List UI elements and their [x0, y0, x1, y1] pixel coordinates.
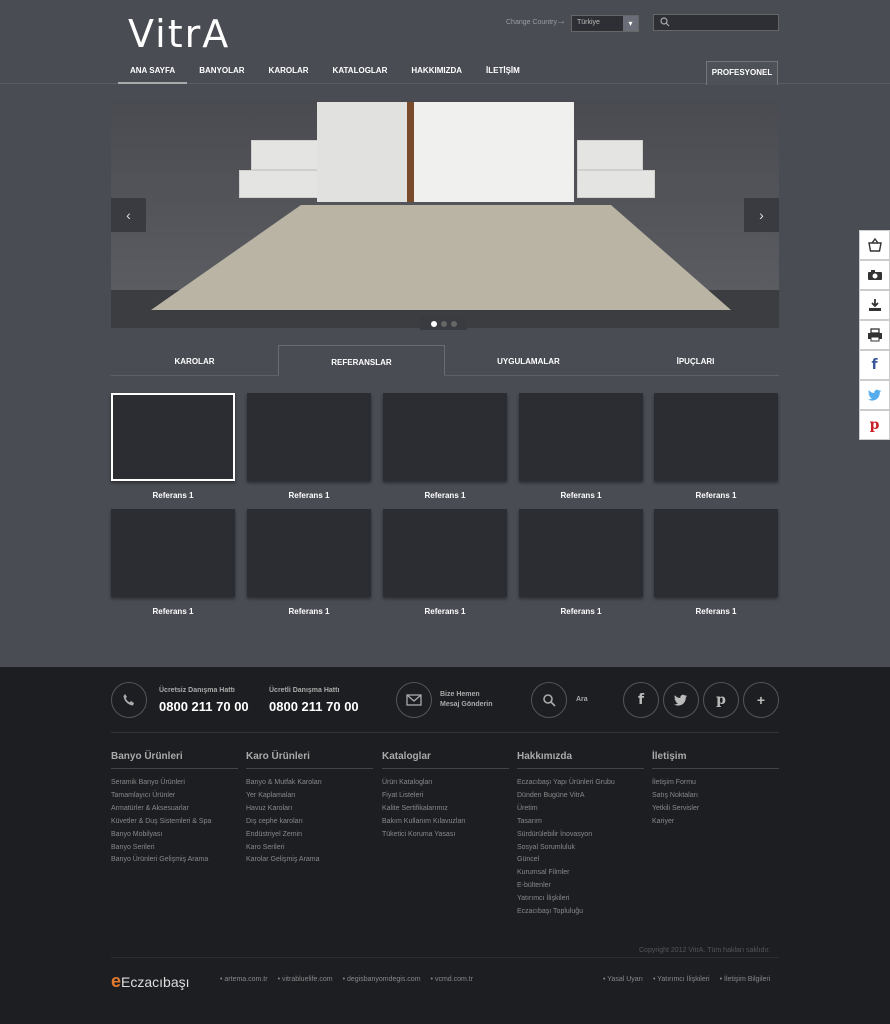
tab-uygulamalar[interactable]: UYGULAMALAR	[497, 357, 560, 366]
camera-icon[interactable]	[859, 260, 890, 290]
footer-link[interactable]: Yetkili Servisler	[652, 804, 700, 812]
country-value: Türkiye	[577, 19, 600, 26]
footer-link[interactable]: Kurumsal Filmler	[517, 869, 570, 877]
nav-item-hakkimizda[interactable]: HAKKIMIZDA	[411, 66, 463, 75]
footer-col-hakkimizda	[517, 751, 644, 919]
tab-ipuclari[interactable]: İPUÇLARI	[676, 357, 715, 366]
free-line-number[interactable]: 0800 211 70 00	[159, 699, 249, 714]
ext-link[interactable]: • vitrabluelife.com	[277, 976, 333, 983]
nav-item-kataloglar[interactable]: KATALOGLAR	[332, 66, 388, 75]
legal-link[interactable]: • İletişim Bilgileri	[719, 976, 771, 983]
plus-icon[interactable]: +	[743, 682, 779, 718]
reference-caption[interactable]: Referans 1	[424, 607, 466, 616]
legal-link[interactable]: • Yasal Uyarı	[603, 976, 643, 983]
brand-name: Eczacıbaşı	[121, 974, 190, 990]
hero-slider	[111, 100, 779, 328]
content-tabs	[111, 345, 779, 376]
eczacibasi-logo[interactable]	[111, 971, 190, 992]
footer-link[interactable]: Tamamlayıcı Ürünler	[111, 791, 176, 799]
reference-thumbnail[interactable]	[383, 509, 507, 597]
search-box[interactable]	[653, 14, 779, 31]
footer-col-banyo	[111, 751, 238, 867]
slide-wall-right	[414, 102, 574, 202]
legal-links	[603, 976, 770, 983]
reference-thumbnail[interactable]	[111, 509, 235, 597]
slider-dot[interactable]	[441, 321, 447, 327]
slide-step-right-front	[577, 170, 655, 198]
nav-item-karolar[interactable]: KAROLAR	[268, 66, 309, 75]
nav-item-ana-sayfa[interactable]: ANA SAYFA	[118, 60, 187, 84]
tab-referanslar[interactable]: REFERANSLAR	[278, 345, 445, 376]
footer-link[interactable]: Kariyer	[652, 817, 675, 825]
contact-row	[111, 682, 779, 722]
reference-card[interactable]	[111, 509, 235, 616]
slide-step-left-back	[251, 140, 319, 170]
footer-search-icon[interactable]	[531, 682, 567, 718]
footer-link[interactable]: E-bültenler	[517, 882, 551, 890]
twitter-icon[interactable]	[859, 380, 890, 410]
footer-link[interactable]: Ürün Katalogları	[382, 779, 433, 786]
ext-link[interactable]: • vcmd.com.tr	[430, 976, 474, 983]
reference-thumbnail[interactable]	[247, 393, 371, 481]
reference-thumbnail[interactable]	[247, 509, 371, 597]
footer-link[interactable]: Banyo & Mutfak Karoları	[246, 779, 322, 786]
footer-link[interactable]: Dış cephe karoları	[246, 817, 303, 825]
slider-dot[interactable]	[451, 321, 457, 327]
footer-link[interactable]: Sürdürülebilir İnovasyon	[517, 830, 593, 838]
nav-item-iletisim[interactable]: İLETİŞİM	[486, 66, 520, 75]
ext-link[interactable]: • degisbanyomdegis.com	[342, 976, 421, 983]
reference-card[interactable]	[654, 509, 778, 616]
footer	[0, 667, 890, 1024]
reference-thumbnail[interactable]	[111, 393, 235, 481]
slider-dots	[420, 317, 467, 330]
copyright: Copyright 2012 VitrA. Tüm hakları saklıdır.	[639, 947, 771, 954]
footer-col-iletisim	[652, 751, 779, 829]
ext-link[interactable]: • artema.com.tr	[220, 976, 268, 983]
footer-link[interactable]: Küvetler & Duş Sistemleri & Spa	[111, 817, 212, 825]
footer-search-label[interactable]: Ara	[576, 696, 588, 703]
chevron-down-icon[interactable]: ▾	[623, 16, 638, 31]
slide-floor	[151, 205, 731, 310]
footer-link[interactable]: Yatırımcı İlişkileri	[517, 895, 570, 903]
footer-col-title[interactable]: Karo Ürünleri	[246, 751, 373, 769]
header	[0, 0, 890, 84]
reference-thumbnail[interactable]	[654, 393, 778, 481]
envelope-icon[interactable]	[396, 682, 432, 718]
facebook-icon[interactable]: f	[623, 682, 659, 718]
footer-col-title[interactable]: İletişim	[652, 751, 779, 769]
reference-caption[interactable]: Referans 1	[152, 607, 194, 616]
footer-link[interactable]: Kalite Sertifikalarımız	[382, 804, 448, 812]
country-select[interactable]	[571, 15, 639, 32]
phone-icon	[111, 682, 147, 718]
reference-thumbnail[interactable]	[519, 393, 643, 481]
reference-card[interactable]	[519, 509, 643, 616]
footer-link[interactable]: Banyo Mobilyası	[111, 830, 163, 838]
footer-link[interactable]: Karo Serileri	[246, 843, 285, 851]
footer-link[interactable]: Karolar Gelişmiş Arama	[246, 856, 320, 864]
footer-link[interactable]: Endüstriyel Zemin	[246, 830, 303, 838]
slider-next-button[interactable]: ›	[744, 198, 779, 232]
footer-link[interactable]: Bakım Kullanım Kılavuzları	[382, 817, 466, 825]
footer-link[interactable]: Seramik Banyo Ürünleri	[111, 779, 185, 786]
paid-line-number[interactable]: 0800 211 70 00	[269, 699, 359, 714]
reference-caption[interactable]: Referans 1	[560, 607, 602, 616]
facebook-icon[interactable]: f	[859, 350, 890, 380]
tab-karolar[interactable]: KAROLAR	[174, 357, 215, 366]
arrow-right-icon: →	[556, 16, 566, 27]
paid-line-label: Ücretli Danışma Hattı	[269, 687, 340, 694]
slider-prev-button[interactable]: ‹	[111, 198, 146, 232]
footer-col-title[interactable]: Banyo Ürünleri	[111, 751, 238, 769]
reference-thumbnail[interactable]	[519, 509, 643, 597]
legal-link[interactable]: • Yatırımcı İlişkileri	[652, 976, 710, 983]
footer-link[interactable]: İletişim Formu	[652, 779, 696, 786]
reference-thumbnail[interactable]	[383, 393, 507, 481]
nav-item-banyolar[interactable]: BANYOLAR	[199, 66, 245, 75]
footer-col-title[interactable]: Hakkımızda	[517, 751, 644, 769]
message-link[interactable]	[440, 690, 493, 710]
footer-link[interactable]: Yer Kaplamaları	[246, 791, 296, 799]
message-line-1: Bize Hemen	[440, 691, 480, 698]
reference-caption[interactable]: Referans 1	[424, 491, 466, 500]
reference-card[interactable]	[111, 393, 235, 500]
basket-icon[interactable]	[859, 230, 890, 260]
reference-caption[interactable]: Referans 1	[152, 491, 194, 500]
footer-col-kataloglar	[382, 751, 509, 842]
reference-caption[interactable]: Referans 1	[560, 491, 602, 500]
footer-link[interactable]: Tüketici Koruma Yasası	[382, 830, 456, 838]
footer-divider	[111, 732, 779, 733]
reference-card[interactable]	[383, 509, 507, 616]
footer-bottom-divider	[111, 957, 779, 958]
pinterest-icon[interactable]: p	[703, 682, 739, 718]
footer-link[interactable]: Dünden Bugüne VitrA	[517, 791, 585, 799]
nav-item-profesyonel[interactable]: PROFESYONEL	[706, 61, 778, 85]
reference-card[interactable]	[247, 509, 371, 616]
vitra-logo[interactable]: VitrA	[128, 12, 231, 56]
print-icon[interactable]	[859, 320, 890, 350]
reference-card[interactable]	[247, 393, 371, 500]
message-line-2: Mesaj Gönderin	[440, 701, 493, 708]
reference-caption[interactable]: Referans 1	[695, 607, 737, 616]
change-country-label[interactable]: Change Country	[506, 19, 557, 26]
footer-link[interactable]: Sosyal Sorumluluk	[517, 843, 575, 851]
slide-step-right-back	[577, 140, 643, 170]
reference-caption[interactable]: Referans 1	[288, 491, 330, 500]
download-icon[interactable]	[859, 290, 890, 320]
footer-link[interactable]: Eczacıbaşı Yapı Ürünleri Grubu	[517, 779, 615, 786]
footer-link[interactable]: Fiyat Listeleri	[382, 791, 424, 799]
reference-card[interactable]	[519, 393, 643, 500]
footer-link[interactable]: Armatürler & Aksesuarlar	[111, 804, 189, 812]
footer-link[interactable]: Tasarım	[517, 817, 542, 825]
footer-link[interactable]: Banyo Serileri	[111, 843, 155, 851]
footer-link[interactable]: Havuz Karoları	[246, 804, 293, 812]
search-input[interactable]	[672, 15, 776, 30]
footer-col-title[interactable]: Kataloglar	[382, 751, 509, 769]
search-icon	[660, 17, 670, 27]
reference-caption[interactable]: Referans 1	[695, 491, 737, 500]
eczacibasi-e-icon: e	[111, 971, 122, 991]
main-nav	[118, 60, 532, 84]
reference-card[interactable]	[654, 393, 778, 500]
footer-link[interactable]: Banyo Ürünleri Gelişmiş Arama	[111, 856, 209, 864]
footer-col-karo	[246, 751, 373, 867]
footer-link[interactable]: Eczacıbaşı Topluluğu	[517, 908, 584, 916]
slide-wall-left	[317, 102, 407, 202]
twitter-icon[interactable]	[663, 682, 699, 718]
free-line-label: Ücretsiz Danışma Hattı	[159, 687, 235, 694]
reference-card[interactable]	[383, 393, 507, 500]
reference-caption[interactable]: Referans 1	[288, 607, 330, 616]
slide-wood-strip	[407, 102, 414, 202]
pinterest-icon[interactable]: p	[859, 410, 890, 440]
footer-link[interactable]: Üretim	[517, 804, 538, 812]
slide-step-left-front	[239, 170, 319, 198]
footer-link[interactable]: Satış Noktaları	[652, 791, 698, 799]
slider-dot[interactable]	[431, 321, 437, 327]
footer-link[interactable]: Güncel	[517, 856, 540, 864]
side-toolbar	[859, 230, 890, 440]
reference-thumbnail[interactable]	[654, 509, 778, 597]
external-links	[220, 976, 473, 983]
